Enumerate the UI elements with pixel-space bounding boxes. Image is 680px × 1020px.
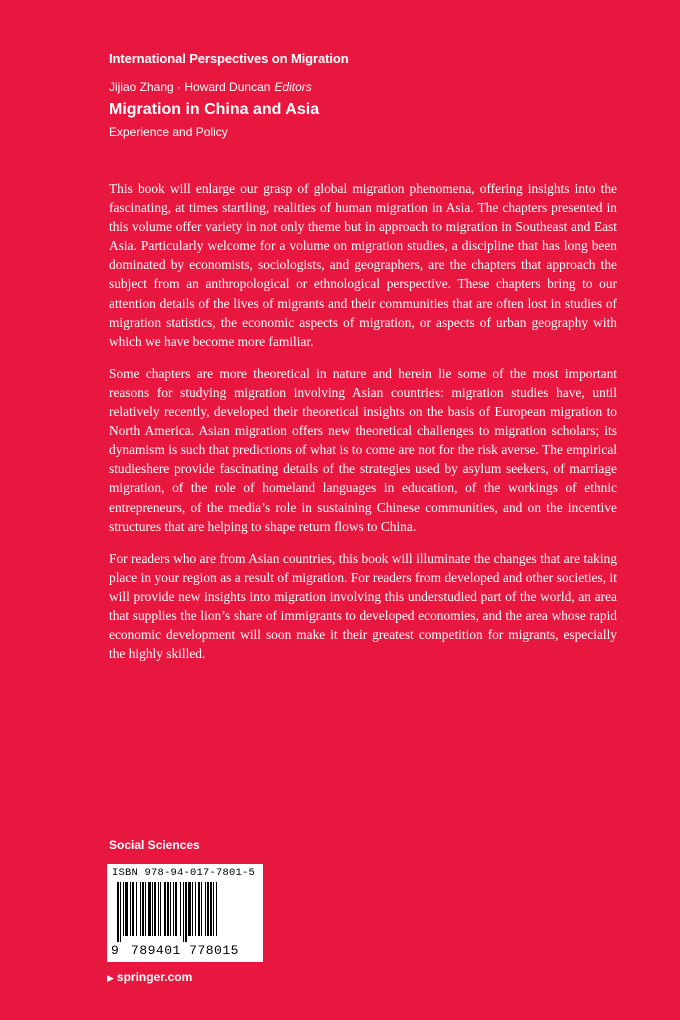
arrow-right-icon: ▶ (107, 973, 114, 983)
barcode-bar (152, 882, 153, 936)
barcode-bar (205, 882, 206, 936)
editors-line (109, 80, 312, 94)
series-title: International Perspectives on Migration (109, 51, 349, 66)
barcode-bar (136, 882, 137, 936)
barcode-bar (142, 882, 144, 936)
barcode-bar (180, 882, 181, 936)
publisher-website[interactable] (107, 970, 192, 984)
barcode-bar (125, 882, 128, 936)
barcode-bar (207, 882, 209, 936)
book-subtitle: Experience and Policy (109, 125, 228, 139)
barcode-bar (158, 882, 159, 936)
barcode-bar (185, 882, 187, 942)
subject-category: Social Sciences (109, 838, 200, 852)
editors-role: Editors (274, 80, 312, 94)
barcode-bar (188, 882, 191, 936)
barcode-bar (148, 882, 151, 936)
barcode-bar (195, 882, 196, 936)
barcode-bar (123, 882, 124, 936)
barcode-bar (201, 882, 202, 936)
editor-names: Jijiao Zhang · Howard Duncan (109, 80, 271, 94)
description-paragraph: For readers who are from Asian countries, this book will illuminate the changes that are taking place in your region as a result of migration. For readers from developed and other societies, it will provide new insights into migration involving this understudied part of the world, an area that supplies the lion’s share of immigrants to developed economies, and the area whose rapid economic development will soon make it their greatest competition for migrants, especially the highly skilled. (109, 550, 617, 662)
website-label: springer.com (116, 970, 193, 984)
barcode-bar (170, 882, 171, 936)
barcode-bar (173, 882, 174, 936)
barcode-bar (183, 882, 184, 942)
book-description (109, 179, 617, 676)
barcode-bar (175, 882, 177, 936)
ean-digits: 789401 778015 (131, 943, 239, 958)
book-title: Migration in China and Asia (109, 101, 320, 118)
barcode-bar (130, 882, 131, 936)
barcode-bar (213, 882, 214, 936)
ean-first-digit: 9 (111, 943, 120, 958)
barcode-bar (140, 882, 141, 936)
barcode-bars (111, 882, 259, 942)
barcode-bar (198, 882, 200, 936)
isbn-label: ISBN 978-94-017-7801-5 (112, 867, 256, 879)
barcode-bar (154, 882, 156, 936)
barcode-bar (164, 882, 166, 936)
barcode-bar (167, 882, 169, 936)
barcode-bar (145, 882, 146, 936)
barcode-bar (210, 882, 212, 936)
ean-number (107, 943, 263, 958)
isbn-barcode (107, 864, 263, 962)
barcode-bar (132, 882, 134, 936)
description-paragraph: Some chapters are more theoretical in nature and herein lie some of the most important reasons for studying migration involving Asian countries: migration studies have, until relatively recently, developed their theoretical insights on the basis of European migration to North America. Asian migration offers new theoretical challenges to migration scholars; its dynamism is such that predictions of what is to come are not for the risk averse. The empirical studieshere provide fascinating details of the strategies used by asylum seekers, of marriage migration, of the role of homeland languages in education, of the workings of ethnic entrepreneurs, of the media’s role in sustaining Chinese communities, and on the incentive structures that are helping to shape return flows to China. (109, 365, 617, 534)
barcode-bar (117, 882, 119, 942)
barcode-bar (216, 882, 217, 936)
barcode-bar (192, 882, 193, 936)
barcode-bar (160, 882, 161, 936)
description-paragraph: This book will enlarge our grasp of global migration phenomena, offering insights into the fascinating, at times startling, realities of human migration in Asia. The chapters presented in this volume offer variety in not only theme but in approach to migration in Southeast and East Asia. Particularly welcome for a volume on migration studies, a discipline that has long been dominated by economists, sociologists, and geographers, are the chapters that approach the subject from an anthropological or ethnological perspective. These chapters bring to our attention details of the lives of migrants and their communities that are often lost in studies of migration statistics, the economic aspects of migration, or aspects of urban geography with which we have become more familiar. (109, 181, 617, 349)
barcode-bar (120, 882, 121, 942)
